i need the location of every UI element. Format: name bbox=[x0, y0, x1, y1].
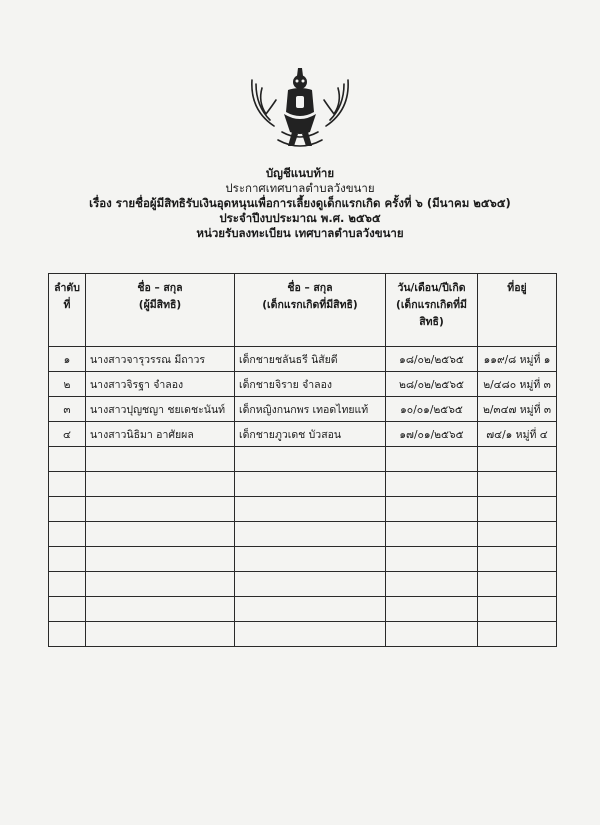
cell-child-name bbox=[235, 472, 386, 497]
header-no: ลำดับ ที่ bbox=[49, 274, 86, 347]
cell-eligible-name bbox=[86, 597, 235, 622]
table-row bbox=[49, 397, 557, 422]
table-row bbox=[49, 597, 557, 622]
cell-no bbox=[49, 447, 86, 472]
cell-date-of-birth bbox=[386, 572, 478, 597]
cell-address bbox=[478, 497, 557, 522]
table-row bbox=[49, 447, 557, 472]
table-row bbox=[49, 622, 557, 647]
cell-no bbox=[49, 622, 86, 647]
table-row bbox=[49, 422, 557, 447]
cell-address bbox=[478, 597, 557, 622]
cell-child-name: เด็กชายจิราย จำลอง bbox=[235, 372, 386, 397]
garuda-emblem-icon bbox=[248, 66, 352, 156]
cell-no bbox=[49, 597, 86, 622]
cell-date-of-birth: ๑๐/๐๑/๒๕๖๕ bbox=[386, 397, 478, 422]
cell-address bbox=[478, 622, 557, 647]
cell-address bbox=[478, 472, 557, 497]
document-heading bbox=[0, 166, 600, 241]
header-address: ที่อยู่ bbox=[478, 274, 557, 347]
cell-date-of-birth bbox=[386, 472, 478, 497]
heading-line-4: ประจำปีงบประมาณ พ.ศ. ๒๕๖๕ bbox=[219, 211, 381, 225]
cell-address: ๗๔/๑ หมู่ที่ ๔ bbox=[478, 422, 557, 447]
cell-no: ๓ bbox=[49, 397, 86, 422]
cell-eligible-name bbox=[86, 472, 235, 497]
recipients-table bbox=[48, 273, 557, 647]
table-row bbox=[49, 547, 557, 572]
cell-no: ๒ bbox=[49, 372, 86, 397]
cell-eligible-name: นางสาวจิรฐา จำลอง bbox=[86, 372, 235, 397]
cell-no: ๑ bbox=[49, 347, 86, 372]
cell-date-of-birth bbox=[386, 597, 478, 622]
table-row bbox=[49, 522, 557, 547]
table-row bbox=[49, 472, 557, 497]
cell-address bbox=[478, 572, 557, 597]
cell-no bbox=[49, 547, 86, 572]
cell-date-of-birth bbox=[386, 497, 478, 522]
cell-no bbox=[49, 572, 86, 597]
cell-no bbox=[49, 522, 86, 547]
cell-date-of-birth: ๑๗/๐๑/๒๕๖๕ bbox=[386, 422, 478, 447]
cell-eligible-name bbox=[86, 447, 235, 472]
cell-child-name bbox=[235, 522, 386, 547]
cell-date-of-birth bbox=[386, 622, 478, 647]
cell-child-name bbox=[235, 547, 386, 572]
cell-address bbox=[478, 447, 557, 472]
cell-address bbox=[478, 547, 557, 572]
heading-line-1: บัญชีแนบท้าย bbox=[265, 166, 335, 180]
cell-address bbox=[478, 522, 557, 547]
header-date-of-birth: วัน/เดือน/ปีเกิด (เด็กแรกเกิดที่มี สิทธิ) bbox=[386, 274, 478, 347]
cell-child-name bbox=[235, 622, 386, 647]
cell-address: ๒/๓๔๗ หมู่ที่ ๓ bbox=[478, 397, 557, 422]
cell-no bbox=[49, 497, 86, 522]
table-row bbox=[49, 572, 557, 597]
header-child-name: ชื่อ – สกุล (เด็กแรกเกิดที่มีสิทธิ) bbox=[235, 274, 386, 347]
cell-date-of-birth: ๑๘/๐๒/๒๕๖๕ bbox=[386, 347, 478, 372]
cell-child-name: เด็กชายภูวเดช บัวสอน bbox=[235, 422, 386, 447]
cell-child-name: เด็กหญิงกนกพร เทอดไทยแท้ bbox=[235, 397, 386, 422]
table-header-row bbox=[49, 274, 557, 347]
heading-line-2: ประกาศเทศบาลตำบลวังขนาย bbox=[225, 181, 375, 195]
cell-date-of-birth: ๒๘/๐๒/๒๕๖๕ bbox=[386, 372, 478, 397]
cell-address: ๑๑๙/๘ หมู่ที่ ๑ bbox=[478, 347, 557, 372]
table-row bbox=[49, 347, 557, 372]
cell-child-name bbox=[235, 447, 386, 472]
cell-no bbox=[49, 472, 86, 497]
cell-eligible-name: นางสาวจารุวรรณ มีถาวร bbox=[86, 347, 235, 372]
cell-child-name bbox=[235, 597, 386, 622]
cell-date-of-birth bbox=[386, 447, 478, 472]
header-eligible-name: ชื่อ – สกุล (ผู้มีสิทธิ) bbox=[86, 274, 235, 347]
cell-eligible-name bbox=[86, 572, 235, 597]
cell-eligible-name bbox=[86, 522, 235, 547]
heading-line-5: หน่วยรับลงทะเบียน เทศบาลตำบลวังขนาย bbox=[196, 226, 404, 240]
cell-child-name bbox=[235, 572, 386, 597]
table-row bbox=[49, 497, 557, 522]
cell-child-name bbox=[235, 497, 386, 522]
cell-address: ๒/๔๘๐ หมู่ที่ ๓ bbox=[478, 372, 557, 397]
cell-date-of-birth bbox=[386, 547, 478, 572]
cell-eligible-name bbox=[86, 497, 235, 522]
heading-line-3: เรื่อง รายชื่อผู้มีสิทธิรับเงินอุดหนุนเพื่อการเลี้ยงดูเด็กแรกเกิด ครั้งที่ ๖ (มีนาคม ๒๕๖๕) bbox=[89, 196, 511, 210]
cell-date-of-birth bbox=[386, 522, 478, 547]
table-row bbox=[49, 372, 557, 397]
cell-eligible-name: นางสาวปุญชญา ชยเดชะนันท์ bbox=[86, 397, 235, 422]
cell-eligible-name: นางสาวนิธิมา อาศัยผล bbox=[86, 422, 235, 447]
cell-child-name: เด็กชายชลันธรี นิสัยดี bbox=[235, 347, 386, 372]
cell-eligible-name bbox=[86, 547, 235, 572]
cell-eligible-name bbox=[86, 622, 235, 647]
cell-no: ๔ bbox=[49, 422, 86, 447]
